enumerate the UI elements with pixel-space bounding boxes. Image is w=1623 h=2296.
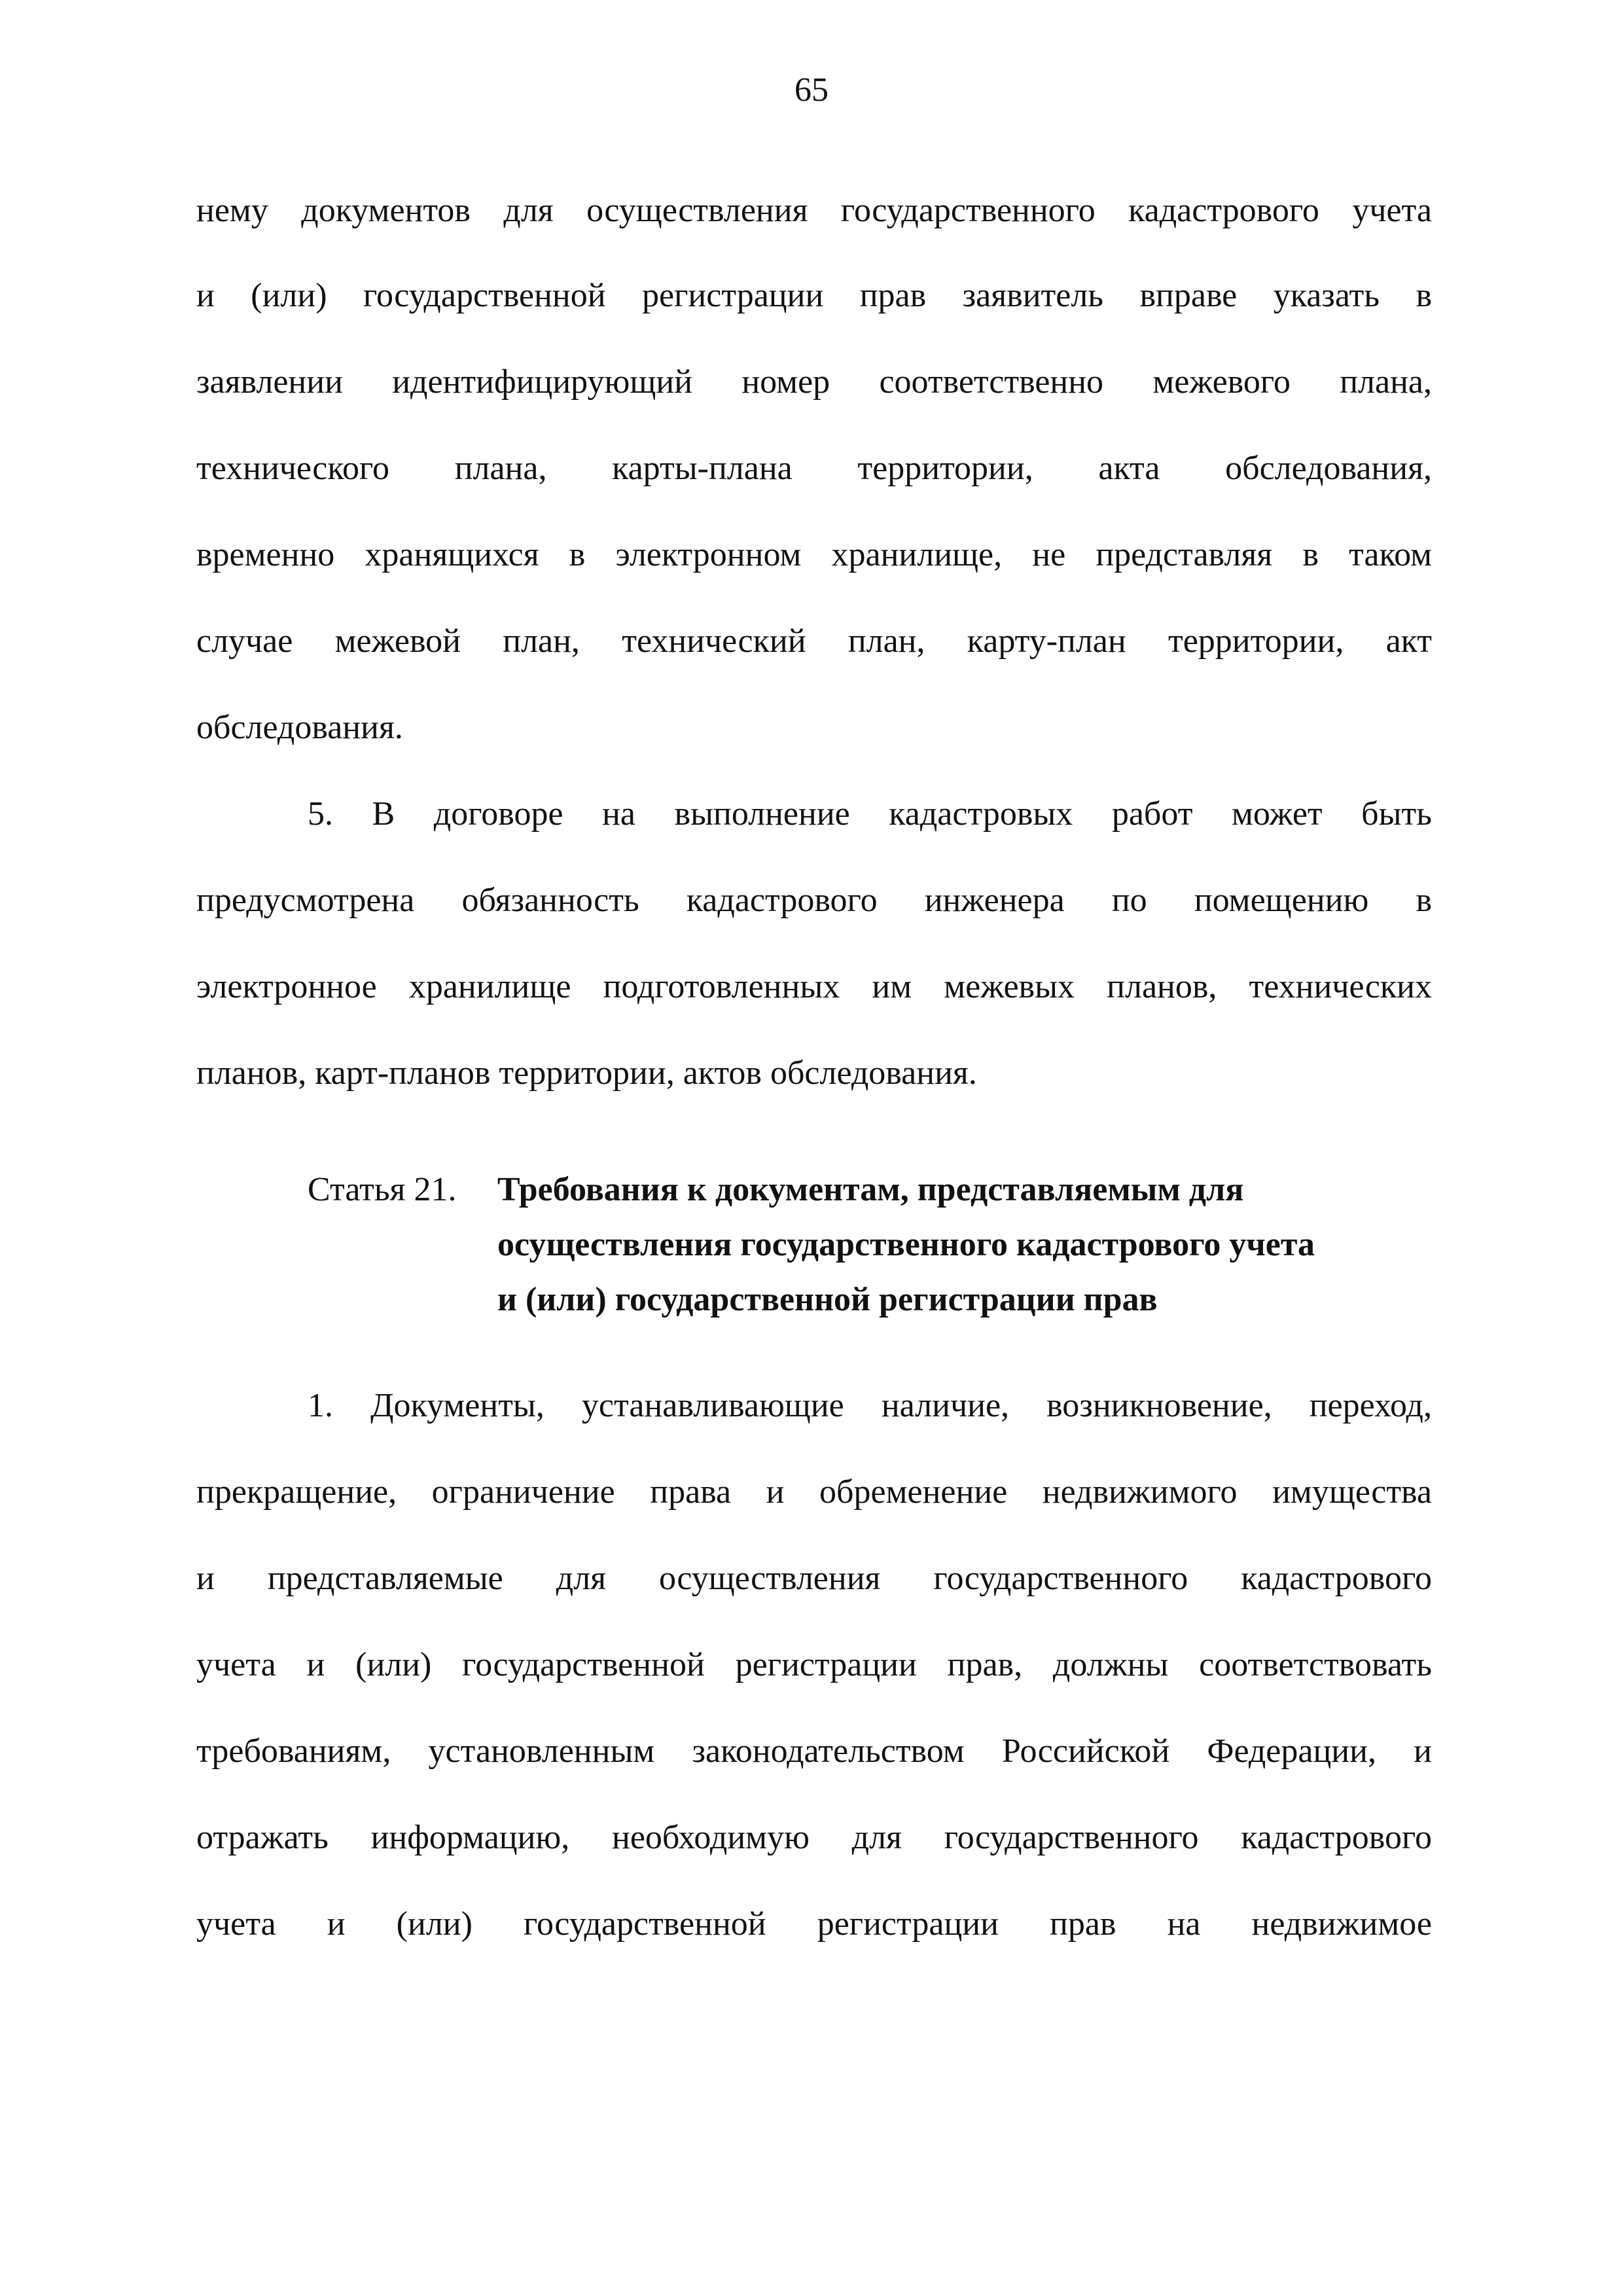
text-line: технического плана, карты-плана территории, акта обследования, (196, 450, 1432, 487)
text-line: случае межевой план, технический план, карту-план территории, акт (196, 622, 1432, 660)
text-line: учета и (или) государственной регистрации прав, должны соответствовать (196, 1646, 1432, 1683)
text-line: 5. В договоре на выполнение кадастровых работ может быть (308, 795, 1432, 833)
text-line: временно хранящихся в электронном хранилище, не представляя в таком (196, 536, 1432, 573)
text-line: отражать информацию, необходимую для государственного кадастрового (196, 1819, 1432, 1856)
page-number: 65 (794, 71, 829, 109)
text-line: и представляемые для осуществления государственного кадастрового (196, 1560, 1432, 1597)
text-line: прекращение, ограничение права и обременение недвижимого имущества (196, 1473, 1432, 1511)
text-line: планов, карт-планов территории, актов обследования. (196, 1054, 977, 1092)
text-line: и (или) государственной регистрации прав заявитель вправе указать в (196, 277, 1432, 314)
article-number: Статья 21. (308, 1171, 457, 1208)
text-line: заявлении идентифицирующий номер соответственно межевого плана, (196, 363, 1432, 401)
text-line: обследования. (196, 709, 403, 746)
text-line: нему документов для осуществления государственного кадастрового учета (196, 192, 1432, 229)
article-title-line: и (или) государственной регистрации прав (497, 1281, 1158, 1318)
text-line: предусмотрена обязанность кадастрового инженера по помещению в (196, 882, 1432, 919)
article-title-line: Требования к документам, представляемым для (497, 1171, 1244, 1208)
text-line: электронное хранилище подготовленных им межевых планов, технических (196, 968, 1432, 1005)
text-line: 1. Документы, устанавливающие наличие, возникновение, переход, (308, 1387, 1432, 1424)
text-line: учета и (или) государственной регистрации прав на недвижимое (196, 1905, 1432, 1943)
article-title-line: осуществления государственного кадастрового учета (497, 1226, 1315, 1263)
text-line: требованиям, установленным законодательством Российской Федерации, и (196, 1732, 1432, 1770)
